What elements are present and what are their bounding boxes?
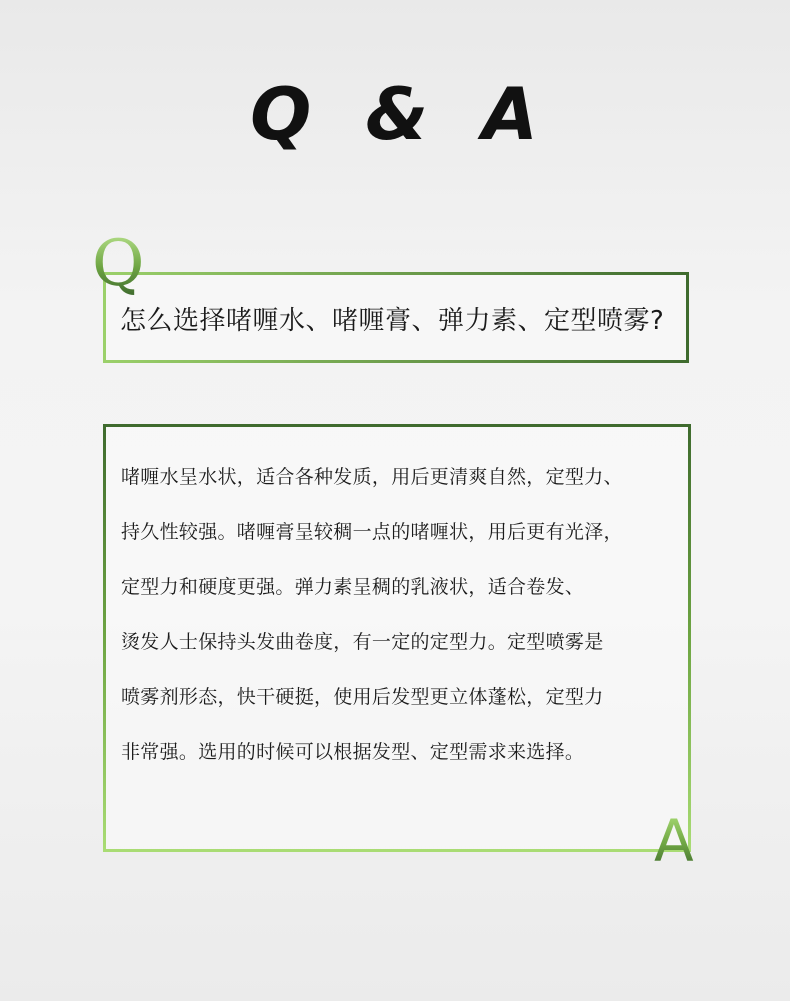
answer-marker: A bbox=[654, 807, 694, 875]
answer-line: 持久性较强。啫喱膏呈较稠一点的啫喱状，用后更有光泽， bbox=[121, 521, 623, 543]
answer-text bbox=[121, 458, 681, 788]
title-q: Q bbox=[250, 72, 314, 156]
answer-line: 定型力和硬度更强。弹力素呈稠的乳液状，适合卷发、 bbox=[121, 576, 585, 598]
question-text: 怎么选择啫喱水、啫喱膏、弹力素、定型喷雾? bbox=[120, 306, 665, 336]
page-title bbox=[0, 72, 790, 156]
answer-line: 非常强。选用的时候可以根据发型、定型需求来选择。 bbox=[121, 741, 585, 763]
answer-line: 喷雾剂形态，快干硬挺，使用后发型更立体蓬松，定型力 bbox=[121, 686, 604, 708]
question-marker: Q bbox=[88, 232, 148, 296]
title-a: A bbox=[482, 72, 540, 156]
answer-line: 烫发人士保持头发曲卷度，有一定的定型力。定型喷雾是 bbox=[121, 631, 604, 653]
title-ampersand: & bbox=[365, 72, 431, 156]
answer-line: 啫喱水呈水状，适合各种发质，用后更清爽自然，定型力、 bbox=[121, 466, 623, 488]
